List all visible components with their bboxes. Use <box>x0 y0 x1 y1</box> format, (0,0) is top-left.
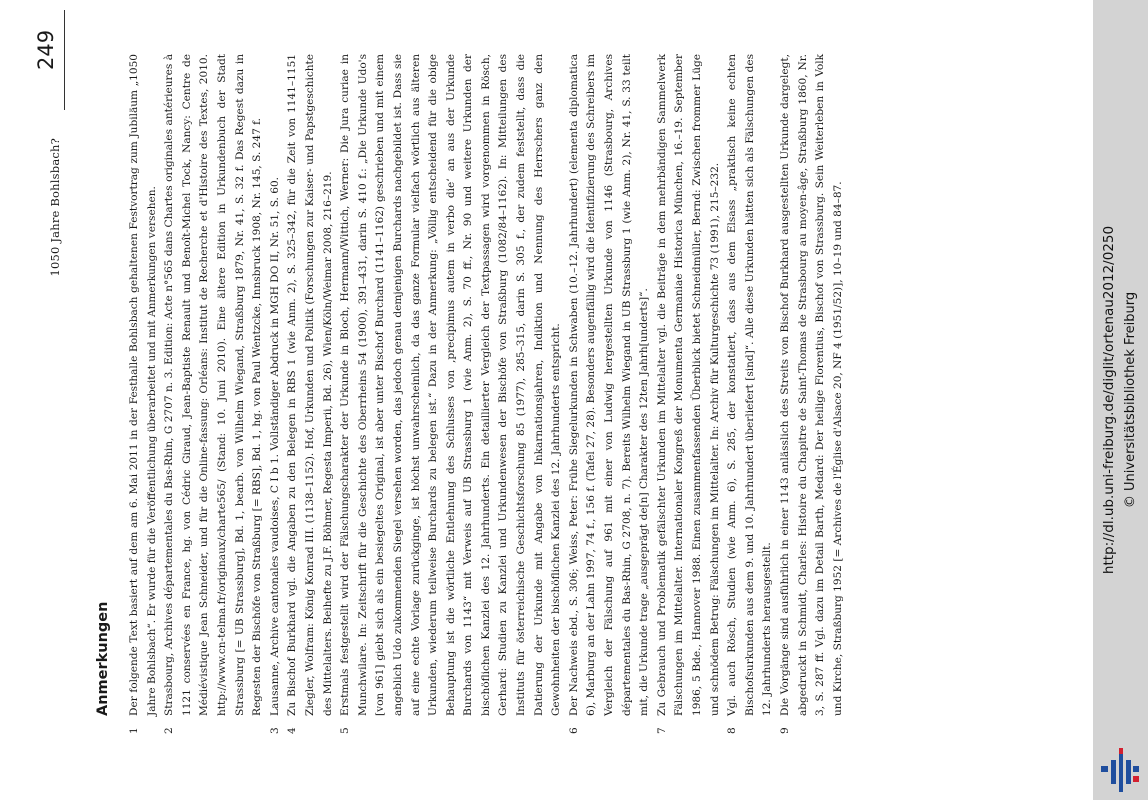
section-title: Anmerkungen <box>95 601 111 716</box>
ub-freiburg-logo-icon <box>1099 746 1141 794</box>
library-sidebar <box>1093 0 1148 800</box>
note-text: Die Vorgänge sind ausführlich in einer 1143 anlässlich des Streits von Bischof Burkhard ausgestellten Urkunde dargelegt, abgedruckt in Schmidt, Charles: Histoire du Chapitre de Saint-Thomas de Strasbourg au moyen-âge, Straßburg 1860, Nr. 3, S. 287 ff. Vgl. dazu im Detail Barth, Medard: Der heilige Florentius, Bischof von Strassburg. Sein Weiterleben in Volk und Kirche, Straßburg 1952 [= Archives de l'Église d'Alsace 20, NF 4 (1951/52)], 10–19 und 84–87. <box>778 54 844 716</box>
logo-bar <box>1101 766 1108 772</box>
note-text: Zu Gebrauch und Problematik gefälschter Urkunden im Mittelalter vgl. die Beiträge in dem mehrbändigen Sammelwerk Fälschungen im Mittelalter. Internationaler Kongreß der Monumenta Germaniae Historica München, 16.–19. September 1986, 5 Bde., Hannover 1988. Einen zusammenfassenden Überblick bietet Schneidmüller, Bernd: Zwischen frommer Lüge und schnödem Betrug: Fälschungen im Mittelalter. In: Archiv für Kulturgeschichte 73 (1991), 215–232. <box>655 54 721 716</box>
note-item <box>126 54 161 734</box>
copyright-notice: © Universitätsbibliothek Freiburg <box>1123 291 1138 509</box>
logo-bar <box>1133 766 1139 772</box>
note-number: 1 <box>128 727 140 734</box>
logo-bar <box>1111 760 1116 784</box>
page-number: 249 <box>34 29 58 70</box>
logo-accent <box>1119 748 1123 754</box>
logo-accent <box>1133 776 1139 782</box>
notes-list <box>126 54 847 734</box>
note-number: 6 <box>567 727 580 734</box>
note-number: 4 <box>286 727 299 734</box>
running-head: 1050 Jahre Bohlsbach? <box>48 138 62 277</box>
note-item <box>777 54 847 734</box>
header-rule <box>64 10 65 110</box>
note-item <box>724 54 777 734</box>
logo-bar <box>1126 760 1131 784</box>
note-item <box>566 54 654 734</box>
note-text: Vgl. auch Rösch, Studien (wie Anm. 6), S. 285, der konstatiert, dass aus dem Elsass „praktisch keine echten Bischofsurkunden aus dem 9. und 10. Jahrhundert überliefert [sind]“. Alle diese Urkunden hätten sich als Fälschungen des 12. Jahrhunderts herausgestellt. <box>726 54 774 716</box>
note-text: Erstmals festgestellt wird der Fälschungscharakter der Urkunde in Bloch, Hermann/Wittich, Werner: Die Jura curiae in Munchwilare. In: Zeitschrift für die Geschichte des Oberrheins 54 (1900), 391–431, darin S. 410 f.: „Die Urkunde Udo's [von 961] giebt sich als ein besiegeltes Original, ist aber unter Bischof Burchard (1141–1162) geschrieben und mit einem angeblich Udo zukommenden Siegel versehen worden, das jedoch genau demjenigen Burchards nachgebildet ist. Dass sie auf eine echte Vorlage zurückginge, ist höchst unwahrscheinlich, da das ganze Formular vielfach wörtlich aus älteren Urkunden, wiederum teilweise Burchards zu belegen ist.“ Dazu in der Anmerkung: „Völlig entscheidend für die obige Behauptung ist die wörtliche Entlehnung des Schlusses von ‚precipimus autem in verbo die‘ an aus der Urkunde Burchards von 1143“ mit Verweis auf UB Strassburg 1 (wie Anm. 2), S. 70 ff., Nr. 90 und weitere Urkunden der bischöflichen Kanzlei des 12. Jahrhunderts. Ein detaillierter Vergleich der Textpassagen wird vorgenommen in Rösch, Gerhard: Studien zu Kanzlei und Urkundenwesen der Bischöfe von Straßburg (1082/84–1162). In: Mitteilungen des Instituts für österreichische Geschichtsforschung 85 (1977), 285–315, darin S. 305 f., der zudem feststellt, dass die Datierung der Urkunde mit Angabe von Inkarnationsjahren, Indiktion und Nennung des Herrschers ganz den Gewohnheiten der bischöflichen Kanzlei des 12. Jahrhunderts entspricht. <box>339 54 563 716</box>
note-number: 2 <box>163 727 176 734</box>
note-number: 5 <box>339 727 352 734</box>
note-text: Der folgende Text basiert auf dem am 6. Mai 2011 in der Festhalle Bohlsbach gehaltenen Festvortrag zum Jubiläum „1050 Jahre Bohlsbach“. Er wurde für die Veröffentlichung überarbeitet und mit Anmerkungen versehen. <box>128 54 158 716</box>
sidebar-text-block <box>1093 0 1148 800</box>
note-number: 9 <box>778 727 791 734</box>
note-text: Der Nachweis ebd., S. 306; Weiss, Peter: Frühe Siegelurkunden in Schwaben (10.–12. Jahrhundert) (elementa diplomatica 6), Marburg an der Lahn 1997, 74 f., 156 f. (Tafel 27, 28). Besonders augenfällig wird die Identifizierung des Schreibers im Vergleich der Fälschung auf 961 mit einer von Ludwig hergestellten Urkunde von 1146 (Strasbourg, Archives départementales du Bas-Rhin, G 2708, n. 7). Bereits Wilhelm Wiegand in UB Strassburg 1 (wie Anm. 2), Nr. 41, S. 33 teilt mit, die Urkunde trage „ausgeprägt de[n] Charakter des 12ten Jahrh[underts]“. <box>567 54 651 716</box>
note-text: Zu Bischof Burkhard vgl. die Angaben zu den Belegen in RBS 1 (wie Anm. 2), S. 325–342, für die Zeit von 1141–1151 Ziegler, Wolfram: König Konrad III. (1138–1152). Hof, Urkunden und Politik (Forschungen zur Kaiser- und Papstgeschichte des Mittelalters. Beihefte zu J.F. Böhmer, Regesta Imperii, Bd. 26), Wien/Köln/Weimar 2008, 216–219. <box>286 54 334 716</box>
note-item <box>161 54 267 734</box>
note-item <box>337 54 566 734</box>
note-number: 8 <box>726 727 739 734</box>
note-item <box>654 54 724 734</box>
note-text: Strasbourg, Archives départementales du Bas-Rhin, G 2707 n. 3. Edition: Acte n°565 dans Chartes originales antérieures à 1121 conservées en France, hg. von Cédric Giraud, Jean-Baptiste Renault und Benoît-Michel Tock, Nancy: Centre de Médiévistique Jean Schneider, und für die Online-fassung: Orléans: Institut de Recherche et d'Histoire des Textes, 2010. http://www.cn-telma.fr/originaux/charte565/ (Stand: 10. Juni 2010). Eine ältere Edition in Urkundenbuch der Stadt Strassburg [= UB Strassburg], Bd. 1, bearb. von Wilhelm Wiegand, Straßburg 1879, Nr. 41, S. 32 f. Das Regest dazu in Regesten der Bischöfe von Straßburg [= RBS], Bd. 1, hg. von Paul Wentzcke, Innsbruck 1908, Nr. 145, S. 247 f. <box>163 54 264 716</box>
source-url-link[interactable]: http://dl.ub.uni-freiburg.de/diglit/ortenau2012/0250 <box>1101 225 1117 575</box>
note-text: Lausanne, Archive cantonales vaudoises, C I b 1. Vollständiger Abdruck in MGH DO II, Nr. 51, S. 60. <box>268 176 281 716</box>
note-item <box>284 54 337 734</box>
note-number: 3 <box>268 727 281 734</box>
logo-bar <box>1119 748 1123 792</box>
note-number: 7 <box>655 727 668 734</box>
note-item <box>267 54 285 734</box>
